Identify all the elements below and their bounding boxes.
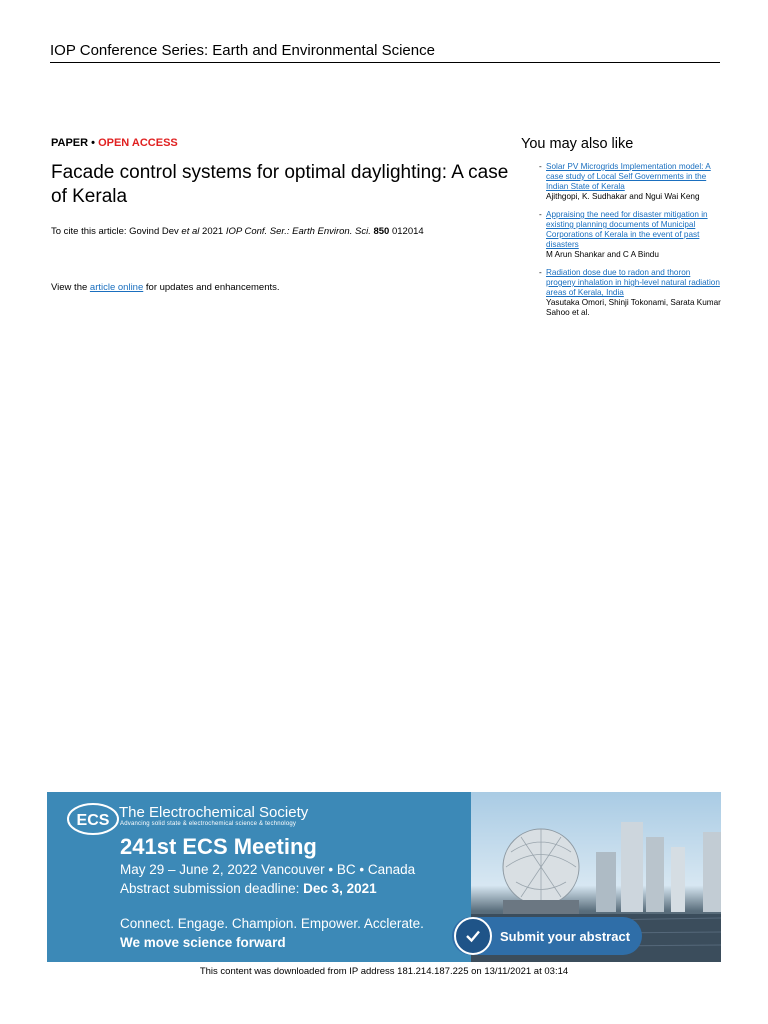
related-item: [521, 162, 721, 202]
citation-line: [51, 226, 424, 237]
download-footer: This content was downloaded from IP address 181.214.187.225 on 13/11/2021 at 03:14: [199, 966, 569, 977]
cite-volume: 850: [373, 226, 390, 237]
meeting-dates: May 29 – June 2, 2022 Vancouver • BC • Canada: [120, 862, 416, 877]
related-item-authors: Ajithgopi, K. Sudhakar and Ngui Wai Keng: [546, 192, 700, 201]
list-dash: -: [539, 210, 542, 219]
related-item-authors: Yasutaka Omori, Shinji Tokonami, Sarata Kumar Sahoo et al.: [546, 298, 721, 317]
related-item-authors: M Arun Shankar and C A Bindu: [546, 250, 659, 259]
journal-header: IOP Conference Series: Earth and Environmental Science: [50, 42, 720, 63]
abstract-deadline: [120, 881, 377, 896]
cite-article: 012014: [391, 226, 424, 237]
open-access-badge: OPEN ACCESS: [98, 137, 178, 149]
tag-separator: •: [91, 137, 96, 149]
related-item: [521, 268, 721, 318]
paper-type: PAPER: [51, 137, 89, 149]
logo-text: ECS: [76, 812, 110, 829]
checkmark-icon: [454, 917, 492, 955]
cite-prefix: To cite this article: Govind Dev: [51, 226, 179, 237]
related-item-link[interactable]: Appraising the need for disaster mitigation in existing planning documents of Municipal Corporations of Kerala in the event of past disasters: [546, 210, 708, 249]
meeting-title: 241st ECS Meeting: [120, 834, 317, 859]
submit-abstract-label: Submit your abstract: [500, 928, 631, 944]
ecs-tagline: Advancing solid state & electrochemical science & technology: [120, 821, 297, 827]
cite-journal: IOP Conf. Ser.: Earth Environ. Sci.: [225, 226, 371, 237]
deadline-date: Dec 3, 2021: [303, 881, 377, 896]
view-prefix: View the: [51, 282, 88, 293]
list-dash: -: [539, 162, 542, 171]
view-online-line: [51, 282, 280, 293]
banner-slogan: Connect. Engage. Champion. Empower. Acclerate.: [120, 916, 424, 931]
ecs-meeting-banner[interactable]: [47, 792, 721, 962]
deadline-label: Abstract submission deadline:: [120, 881, 300, 896]
ecs-logo: [67, 802, 119, 841]
banner-motto: We move science forward: [120, 935, 286, 950]
submit-abstract-button[interactable]: [452, 917, 642, 955]
list-dash: -: [539, 268, 542, 277]
cite-year: 2021: [202, 226, 224, 237]
ecs-org-name: The Electrochemical Society: [119, 804, 309, 821]
cite-etal: et al: [181, 226, 200, 237]
view-suffix: for updates and enhancements.: [145, 282, 280, 293]
paper-type-tag: [51, 137, 178, 149]
paper-title: Facade control systems for optimal daylighting: A case of Kerala: [51, 162, 509, 207]
related-item-link[interactable]: Radiation dose due to radon and thoron progeny inhalation in high-level natural radiation areas of Kerala, India: [546, 268, 720, 297]
related-item: [521, 210, 721, 260]
related-heading: You may also like: [521, 136, 634, 152]
ecs-logo-icon: [67, 802, 119, 836]
article-online-link[interactable]: article online: [89, 282, 144, 293]
related-articles: [521, 136, 721, 326]
related-item-link[interactable]: Solar PV Microgrids Implementation model: A case study of Local Self Governments in the Indian State of Kerala: [546, 162, 711, 191]
